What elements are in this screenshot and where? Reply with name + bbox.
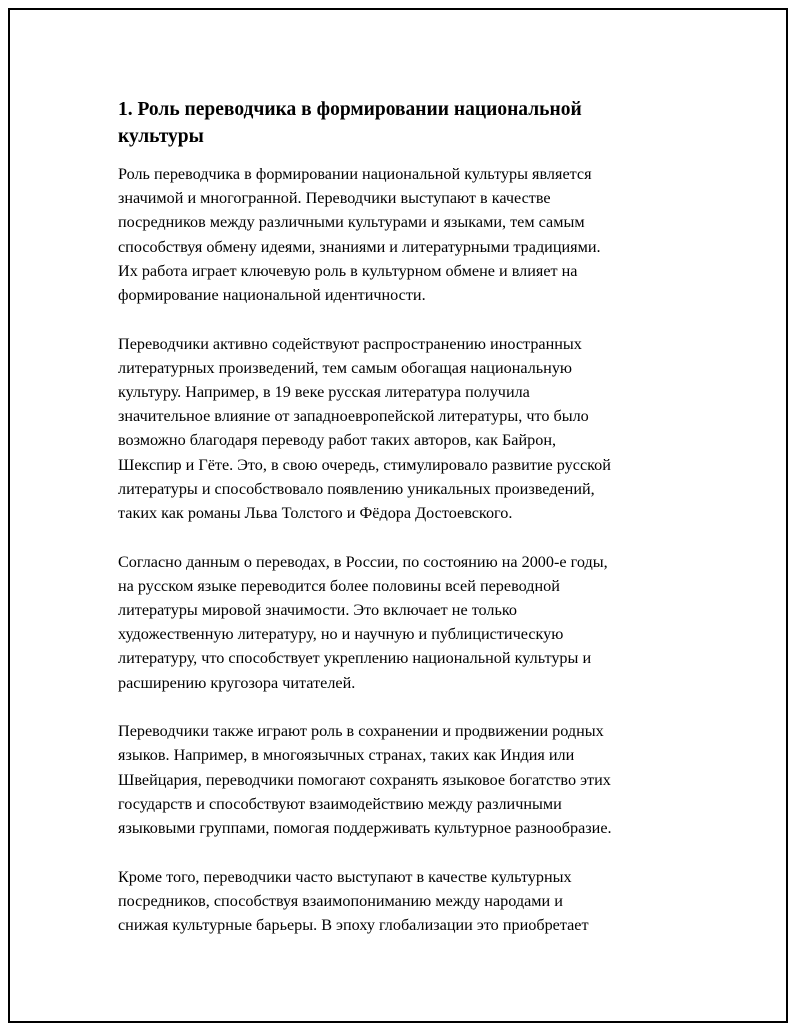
text-line: литературы и способствовало появлению уникальных произведений, <box>118 479 595 498</box>
text-line: посредников между различными культурами и языками, тем самым <box>118 213 585 232</box>
text-line: таких как романы Льва Толстого и Фёдора Достоевского. <box>118 504 513 523</box>
text-line: значительное влияние от западноевропейской литературы, что было <box>118 407 589 426</box>
paragraph-5 <box>118 865 698 938</box>
text-line: значимой и многогранной. Переводчики выступают в качестве <box>118 189 551 208</box>
text-line: Их работа играет ключевую роль в культурном обмене и влияет на <box>118 261 578 280</box>
paragraph-1 <box>118 162 698 307</box>
text-line: возможно благодаря переводу работ таких авторов, как Байрон, <box>118 431 557 450</box>
paragraph-2 <box>118 332 698 526</box>
text-line: литературных произведений, тем самым обогащая национальную <box>118 358 573 377</box>
heading-line: культуры <box>118 126 204 147</box>
text-line: Переводчики также играют роль в сохранении и продвижении родных <box>118 722 604 741</box>
section-heading <box>118 96 698 150</box>
text-line: на русском языке переводится более половины всей переводной <box>118 576 560 595</box>
heading-line: 1. Роль переводчика в формировании национальной <box>118 99 582 120</box>
text-line: государств и способствуют взаимодействию между различными <box>118 794 562 813</box>
text-line: Швейцария, переводчики помогают сохранять языковое богатство этих <box>118 770 611 789</box>
text-line: литературу, что способствует укреплению национальной культуры и <box>118 649 592 668</box>
text-line: литературы мировой значимости. Это включает не только <box>118 601 518 620</box>
text-line: художественную литературу, но и научную и публицистическую <box>118 625 564 644</box>
text-line: Переводчики активно содействуют распространению иностранных <box>118 334 582 353</box>
text-line: Согласно данным о переводах, в России, по состоянию на 2000-е годы, <box>118 552 608 571</box>
paragraph-4 <box>118 719 698 840</box>
text-line: расширению кругозора читателей. <box>118 673 356 692</box>
text-line: посредников, способствуя взаимопониманию между народами и <box>118 891 563 910</box>
text-line: языковыми группами, помогая поддерживать культурное разнообразие. <box>118 819 612 838</box>
text-line: формирование национальной идентичности. <box>118 286 426 305</box>
text-line: Роль переводчика в формировании национальной культуры является <box>118 165 592 183</box>
text-line: языков. Например, в многоязычных странах, таких как Индия или <box>118 746 575 765</box>
text-line: Шекспир и Гёте. Это, в свою очередь, стимулировало развитие русской <box>118 455 611 474</box>
document-body <box>118 96 698 962</box>
text-line: Кроме того, переводчики часто выступают в качестве культурных <box>118 867 572 886</box>
text-line: снижая культурные барьеры. В эпоху глобализации это приобретает <box>118 916 589 935</box>
paragraph-3 <box>118 550 698 695</box>
text-line: способствуя обмену идеями, знаниями и литературными традициями. <box>118 237 601 256</box>
text-line: культуру. Например, в 19 веке русская литература получила <box>118 383 530 402</box>
